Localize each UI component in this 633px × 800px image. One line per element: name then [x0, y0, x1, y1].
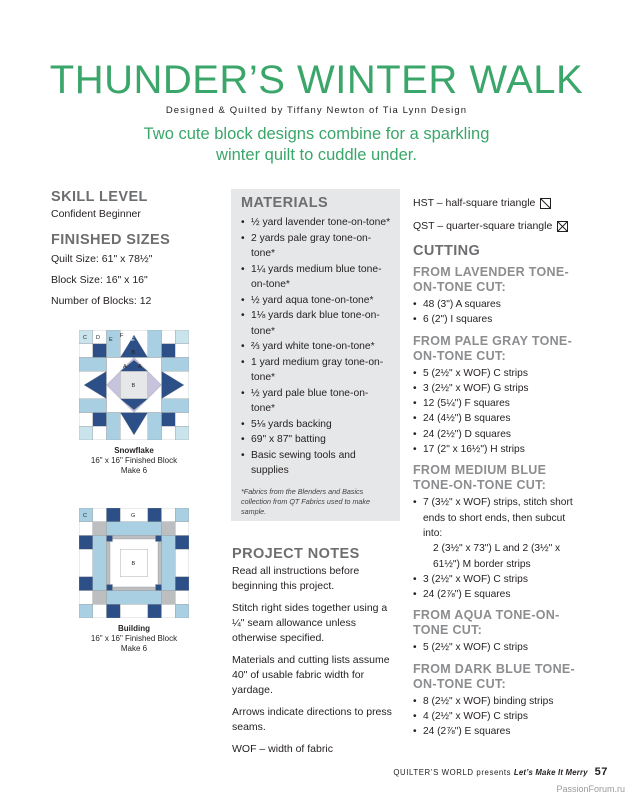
cutting-group-title: FROM DARK BLUE TONE-ON-TONE CUT:	[413, 661, 576, 691]
cutting-list	[413, 366, 585, 458]
cutting-list	[413, 640, 585, 655]
list-item: • 17 (2" x 16½") H strips	[413, 442, 585, 457]
list-item: • 1⅛ yards dark blue tone-on-tone*	[241, 308, 392, 339]
designer-byline: Designed & Quilted by Tiffany Newton of Tia Lynn Design	[165, 105, 468, 116]
list-item: • ⅔ yard white tone-on-tone*	[241, 339, 392, 355]
snowflake-label-e2: E	[131, 337, 135, 343]
list-item: • 5 (2½" x WOF) C strips	[413, 366, 585, 381]
block-size: Block Size: 16" x 16"	[51, 274, 148, 286]
cutting-group-title: FROM LAVENDER TONE-ON-TONE CUT:	[413, 265, 569, 294]
list-item: • 12 (5¼") F squares	[413, 396, 585, 411]
list-item: • 7 (3½" x WOF) strips, stitch short ends to short ends, then subcut into:	[413, 495, 585, 541]
list-item: 2 (3½" x 73") L and 2 (3½" x 61½") M border strips	[433, 543, 561, 570]
qst-icon	[557, 221, 568, 232]
cutting-list	[413, 495, 585, 602]
cutting-heading: CUTTING	[413, 243, 481, 259]
list-item: • 5⅛ yards backing	[241, 417, 392, 433]
list-item: • 3 (2½" x WOF) C strips	[413, 572, 585, 587]
list-item: • 24 (4½") B squares	[413, 411, 585, 426]
snowflake-size: 16" x 16" Finished Block	[90, 456, 178, 465]
materials-heading: MATERIALS	[241, 195, 329, 211]
cutting-group-title: FROM AQUA TONE-ON-TONE CUT:	[413, 608, 560, 638]
building-block-diagram	[79, 508, 189, 618]
cutting-list	[413, 297, 585, 328]
snowflake-label-a: A	[123, 364, 127, 370]
note-paragraph: WOF – width of fabric	[232, 743, 333, 755]
list-item: • 24 (2⅞") E squares	[413, 587, 585, 602]
list-item: • Basic sewing tools and supplies	[241, 448, 392, 479]
list-item: • 1 yard medium gray tone-on-tone*	[241, 355, 392, 386]
note-paragraph: Stitch right sides together using a ¼" seam allowance unless otherwise specified.	[232, 602, 388, 644]
list-item: • ½ yard aqua tone-on-tone*	[241, 293, 392, 309]
list-item: • ½ yard pale blue tone-on-tone*	[241, 386, 392, 417]
cutting-group-title: FROM MEDIUM BLUE TONE-ON-TONE CUT:	[413, 463, 547, 493]
block-count: Number of Blocks: 12	[51, 295, 152, 307]
building-label-c: C	[83, 513, 87, 519]
list-item: • 48 (3") A squares	[413, 297, 585, 312]
cutting-list	[413, 694, 585, 740]
finished-sizes-heading: FINISHED SIZES	[51, 232, 171, 248]
skill-level-value: Confident Beginner	[51, 208, 141, 220]
hst-icon	[540, 198, 551, 209]
list-item: • 2 yards pale gray tone-on-tone*	[241, 231, 392, 262]
qst-legend	[413, 219, 585, 233]
list-item: • 24 (2⅞") E squares	[413, 724, 585, 739]
page-title: THUNDER’S WINTER WALK	[49, 58, 584, 102]
snowflake-make: Make 6	[120, 466, 148, 475]
list-item: • 8 (2½" x WOF) binding strips	[413, 694, 585, 709]
note-paragraph: Read all instructions before beginning this project.	[232, 565, 360, 592]
materials-box	[231, 189, 400, 521]
list-item: • 6 (2") I squares	[413, 312, 585, 327]
materials-list	[241, 215, 392, 479]
list-item: • 1¼ yards medium blue tone-on-tone*	[241, 262, 392, 293]
list-item: • 69" x 87" batting	[241, 432, 392, 448]
page-subtitle: Two cute block designs combine for a sparkling winter quilt to cuddle under.	[143, 125, 490, 164]
snowflake-label-b2: B	[131, 383, 136, 389]
materials-footnote: *Fabrics from the Blenders and Basics collection from QT Fabrics used to make sample.	[241, 486, 371, 516]
building-name: Building	[118, 624, 150, 633]
footer-publisher: QUILTER’S WORLD presents	[393, 768, 512, 777]
skill-level-heading: SKILL LEVEL	[51, 189, 148, 205]
list-item: • 24 (2½") D squares	[413, 427, 585, 442]
building-label-b: B	[131, 561, 136, 567]
snowflake-caption	[60, 446, 208, 476]
qst-label: QST – quarter-square triangle	[413, 220, 553, 232]
hst-label: HST – half-square triangle	[413, 197, 536, 209]
snowflake-name: Snowflake	[114, 446, 154, 455]
snowflake-label-c: C	[83, 335, 87, 341]
building-label-g: G	[131, 513, 136, 519]
page-footer	[393, 766, 608, 778]
watermark: PassionForum.ru	[556, 784, 625, 794]
building-caption	[60, 624, 208, 654]
quilt-size: Quilt Size: 61" x 78½"	[51, 253, 153, 265]
snowflake-label-e: E	[109, 337, 113, 343]
snowflake-label-f: F	[120, 333, 124, 339]
list-item: • 4 (2½" x WOF) C strips	[413, 709, 585, 724]
snowflake-block-diagram	[79, 330, 189, 440]
cutting-group-title: FROM PALE GRAY TONE-ON-TONE CUT:	[413, 333, 573, 363]
left-column	[51, 189, 223, 316]
page-number: 57	[594, 766, 608, 778]
snowflake-label-d: D	[96, 335, 100, 341]
project-notes-heading: PROJECT NOTES	[232, 546, 360, 562]
note-paragraph: Materials and cutting lists assume 40" of usable fabric width for yardage.	[232, 654, 390, 696]
right-column	[413, 196, 585, 740]
list-item: • ½ yard lavender tone-on-tone*	[241, 215, 392, 231]
hst-legend	[413, 196, 585, 210]
list-item: • 5 (2½" x WOF) C strips	[413, 640, 585, 655]
snowflake-label-a2: A	[138, 364, 142, 370]
snowflake-label-b: B	[131, 350, 136, 356]
project-notes	[232, 546, 400, 764]
list-item: • 3 (2½" x WOF) G strips	[413, 381, 585, 396]
building-make: Make 6	[120, 644, 148, 653]
footer-book-title: Let’s Make It Merry	[513, 768, 588, 777]
note-paragraph: Arrows indicate directions to press seams.	[232, 706, 392, 733]
building-size: 16" x 16" Finished Block	[90, 634, 178, 643]
